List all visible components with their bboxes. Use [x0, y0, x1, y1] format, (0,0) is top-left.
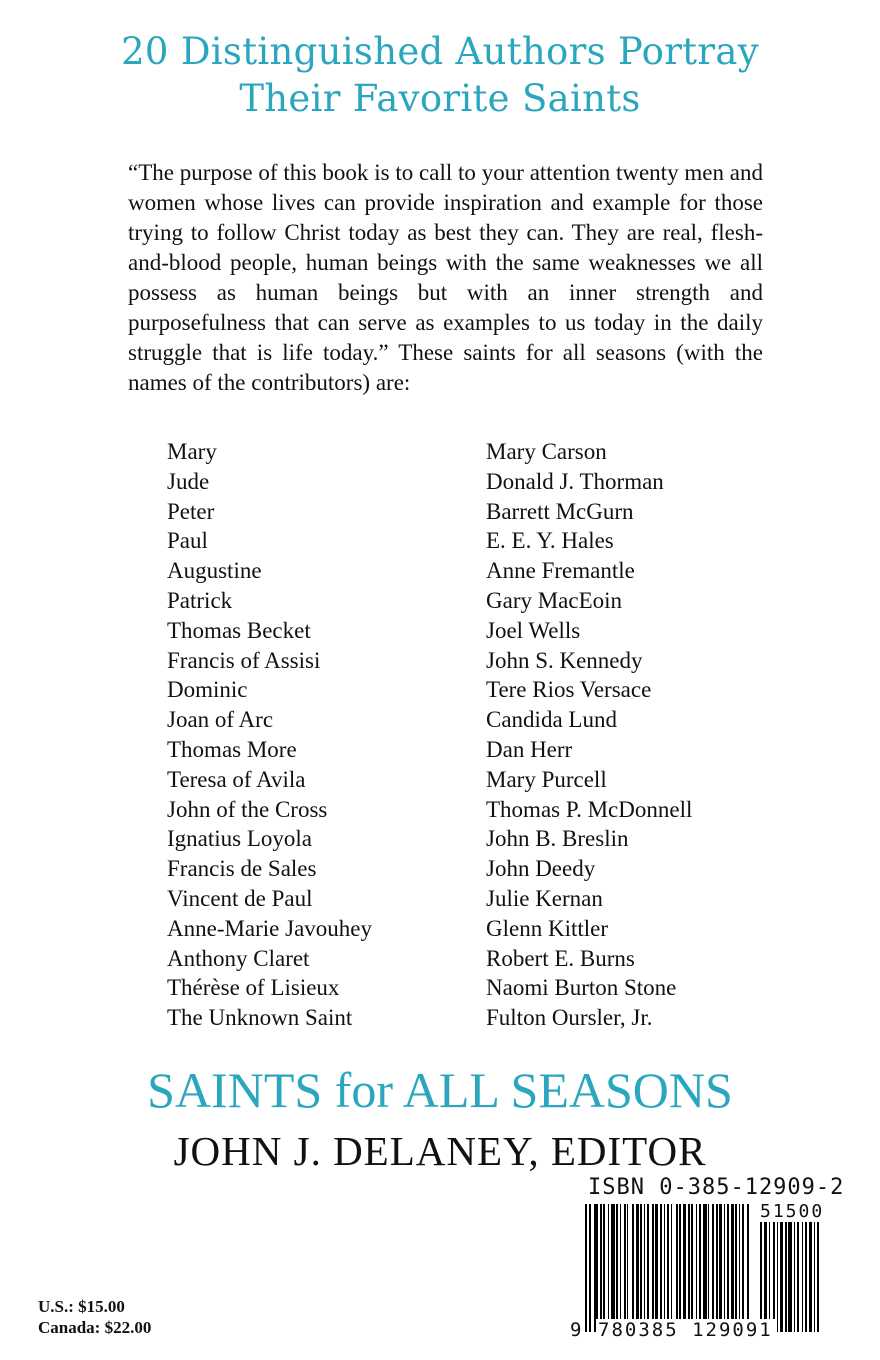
contributor-name: Fulton Oursler, Jr. [486, 1005, 653, 1031]
blurb-paragraph: “The purpose of this book is to call to your attention twenty men and women whose lives can provide inspiration and example for those trying to follow Christ today as best they can. They are real, flesh-and-blood people, human beings with the same weaknesses we all possess as human beings but with an inner strength and purposefulness that can serve as examples to us today in the daily struggle that is life today.” These saints for all seasons (with the names of the contributors) are: [128, 160, 763, 395]
editor-line: JOHN J. DELANEY, EDITOR [173, 1128, 707, 1174]
barcode-bar [769, 1222, 770, 1332]
barcode-bar [611, 1204, 615, 1332]
barcode-bar [731, 1204, 734, 1332]
saint-name: Peter [167, 498, 215, 524]
barcode-bar [780, 1222, 783, 1332]
barcode-bar [671, 1204, 672, 1332]
barcode-bar [724, 1204, 725, 1332]
saint-name: Joan of Arc [167, 707, 274, 733]
barcode-bar [620, 1204, 621, 1332]
saint-name: The Unknown Saint [167, 1005, 353, 1031]
saint-name: Dominic [167, 677, 248, 703]
saint-name: Thérèse of Lisieux [167, 975, 340, 1001]
contributor-name: Julie Kernan [486, 885, 603, 911]
barcode-bar [703, 1204, 707, 1332]
barcode-bar [817, 1222, 819, 1332]
ean-first-digit: 9 [570, 1319, 582, 1341]
contributor-name: E. E. Y. Hales [486, 528, 614, 554]
ean-digits: 780385 129091 [598, 1319, 773, 1341]
barcode-bar [764, 1222, 767, 1332]
isbn-number: ISBN 0-385-12909-2 [588, 1175, 845, 1200]
saint-name: Teresa of Avila [167, 766, 306, 792]
book-title: SAINTS for ALL SEASONS [147, 1062, 733, 1118]
barcode-bar [608, 1204, 609, 1332]
barcode-bar [636, 1204, 639, 1332]
contributor-name: John Deedy [486, 856, 596, 882]
contributor-name: John S. Kennedy [486, 647, 643, 673]
barcode-bar [676, 1204, 678, 1332]
contributor-name: Dan Herr [486, 736, 573, 762]
barcode-bar [691, 1204, 693, 1332]
barcode-bar [760, 1222, 762, 1332]
saint-name: Jude [167, 468, 210, 494]
barcode-bar [777, 1222, 778, 1332]
barcode-bar [652, 1204, 654, 1332]
saints-list [167, 437, 372, 1033]
saint-name: Patrick [167, 587, 233, 613]
contributor-name: Thomas P. McDonnell [486, 796, 693, 822]
barcode-bar [644, 1204, 645, 1332]
contributor-name: Mary Carson [486, 439, 607, 464]
headline-line-2: Their Favorite Saints [239, 77, 641, 120]
barcode-bar [683, 1204, 686, 1332]
contributor-name: Barrett McGurn [486, 498, 634, 524]
headline-line-1: 20 Distinguished Authors Portray [121, 30, 759, 73]
contributor-name: Naomi Burton Stone [486, 975, 677, 1001]
contributor-name: Candida Lund [486, 707, 617, 733]
contributor-name: Glenn Kittler [486, 915, 608, 941]
barcode-bar [719, 1204, 722, 1332]
contributor-name: Robert E. Burns [486, 945, 635, 971]
contributor-name: John B. Breslin [486, 826, 629, 852]
saint-name: Thomas Becket [167, 617, 311, 643]
contributor-name: Gary MacEoin [486, 587, 623, 613]
barcode-bar [603, 1204, 605, 1332]
barcode-bar [688, 1204, 690, 1332]
barcode-bar [712, 1204, 714, 1332]
barcode-bar [600, 1204, 602, 1332]
barcode-bar [802, 1222, 803, 1332]
barcode-bar [809, 1222, 812, 1332]
barcode-addon-bars [760, 1222, 836, 1332]
barcode-bar [735, 1204, 737, 1332]
contributor-name: Donald J. Thorman [486, 468, 664, 494]
contributor-name: Joel Wells [486, 617, 581, 643]
saint-name: John of the Cross [167, 796, 328, 822]
barcode-bar [708, 1204, 709, 1332]
contributors-list [486, 437, 692, 1033]
barcode-bar [696, 1204, 697, 1332]
barcode-bar [805, 1222, 807, 1332]
saint-name: Augustine [167, 558, 262, 584]
saint-name: Francis of Assisi [167, 647, 321, 673]
barcode-bar [655, 1204, 658, 1332]
barcode-addon-number: 51500 [760, 1201, 825, 1222]
barcode-bar [716, 1204, 718, 1332]
barcode-bar [785, 1222, 787, 1332]
saint-name: Paul [167, 528, 208, 554]
contributor-name: Tere Rios Versace [486, 677, 652, 703]
prices [38, 1296, 151, 1338]
saint-name: Mary [167, 439, 217, 464]
headline [0, 28, 880, 122]
saint-name: Anthony Claret [167, 945, 310, 971]
barcode-bar [679, 1204, 681, 1332]
saint-name: Anne-Marie Javouhey [167, 915, 373, 941]
barcode-bar [794, 1222, 795, 1332]
price-canada: Canada: $22.00 [38, 1318, 152, 1337]
barcode-bar [647, 1204, 649, 1332]
barcode-bar [664, 1204, 665, 1332]
saint-name: Ignatius Loyola [167, 826, 312, 852]
barcode-main-bars [585, 1204, 753, 1332]
barcode-bar [585, 1204, 587, 1332]
saint-name: Francis de Sales [167, 856, 317, 882]
barcode-bar [699, 1204, 701, 1332]
saint-name: Vincent de Paul [167, 885, 313, 911]
barcode-bar [727, 1204, 729, 1332]
barcode-bar [667, 1204, 669, 1332]
barcode-bar [773, 1222, 775, 1332]
price-us: U.S.: $15.00 [38, 1297, 125, 1316]
barcode-bar [616, 1204, 618, 1332]
contributor-name: Mary Purcell [486, 766, 607, 792]
barcode-bar [747, 1204, 749, 1332]
saint-name: Thomas More [167, 736, 297, 762]
barcode-bar [632, 1204, 634, 1332]
barcode-bar [660, 1204, 662, 1332]
barcode-bar [739, 1204, 740, 1332]
barcode-bar [589, 1204, 591, 1332]
barcode-bar [594, 1204, 598, 1332]
barcode-bar [788, 1222, 792, 1332]
contributor-name: Anne Fremantle [486, 558, 635, 584]
barcode-bar [814, 1222, 815, 1332]
barcode-bar [797, 1222, 799, 1332]
barcode-bar [742, 1204, 744, 1332]
barcode-bar [640, 1204, 642, 1332]
barcode-bar [627, 1204, 628, 1332]
barcode-bar [624, 1204, 626, 1332]
